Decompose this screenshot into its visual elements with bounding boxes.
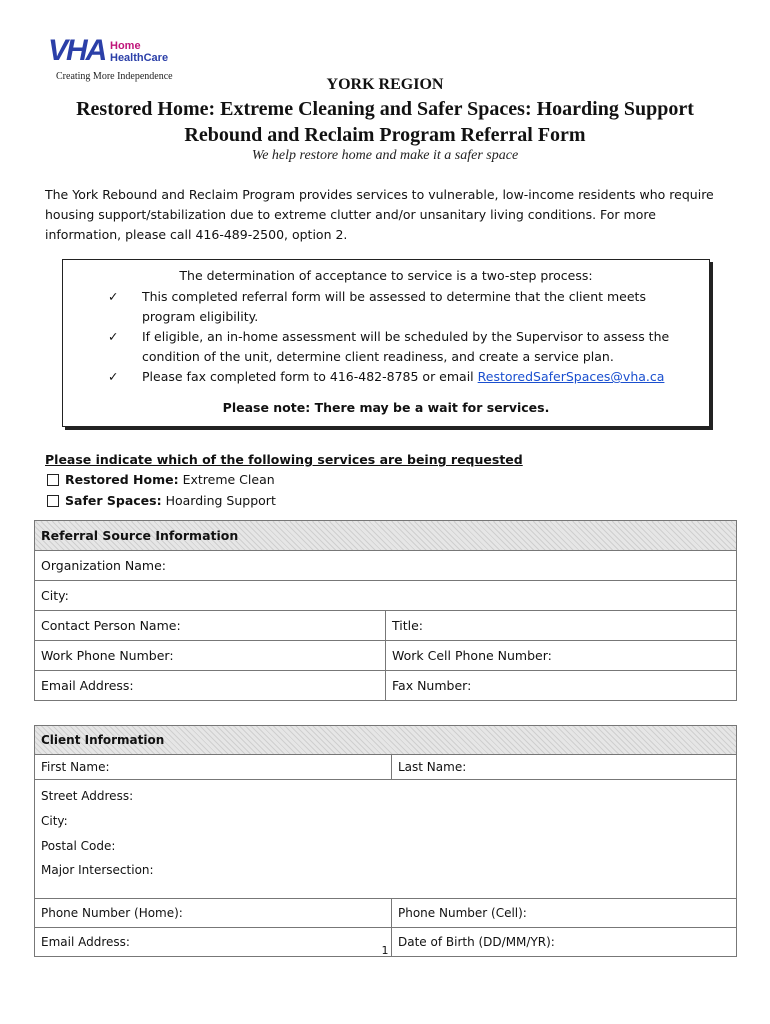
logo-home-text: Home	[110, 40, 141, 52]
notice-heading: The determination of acceptance to service is a two-step process:	[179, 268, 593, 283]
checkbox[interactable]	[47, 495, 59, 507]
check-item	[108, 367, 698, 387]
first-name-field[interactable]: First Name:	[35, 755, 392, 780]
service-desc: Hoarding Support	[161, 493, 276, 508]
postal-code-field[interactable]: Postal Code:	[41, 838, 116, 853]
email-link[interactable]: RestoredSaferSpaces@vha.ca	[477, 369, 665, 384]
service-option-restored-home[interactable]	[47, 472, 275, 487]
phone-cell-field[interactable]: Phone Number (Cell):	[392, 899, 737, 928]
form-title-line1: Restored Home: Extreme Cleaning and Safer Spaces: Hoarding Support	[76, 98, 694, 120]
process-notice-box	[62, 259, 710, 427]
client-section-header: Client Information	[35, 726, 737, 755]
phone-home-field[interactable]: Phone Number (Home):	[35, 899, 392, 928]
referral-section-header: Referral Source Information	[35, 521, 737, 551]
form-tagline: We help restore home and make it a safer space	[251, 148, 519, 163]
service-option-safer-spaces[interactable]	[47, 493, 276, 508]
contact-title-field[interactable]: Title:	[386, 611, 737, 641]
referral-source-table	[34, 520, 737, 701]
checkbox[interactable]	[47, 474, 59, 486]
client-email-field[interactable]: Email Address:	[35, 928, 392, 957]
check-item-text	[108, 367, 698, 387]
major-intersection-field[interactable]: Major Intersection:	[41, 863, 154, 878]
checkmark-icon: ✓	[108, 329, 119, 344]
work-phone-field[interactable]: Work Phone Number:	[35, 641, 386, 671]
client-city-field[interactable]: City:	[41, 813, 68, 828]
referral-email-field[interactable]: Email Address:	[35, 671, 386, 701]
last-name-field[interactable]: Last Name:	[392, 755, 737, 780]
check-item-text: This completed referral form will be assessed to determine that the client meets program eligibility.	[142, 289, 646, 324]
address-block	[35, 780, 737, 899]
work-cell-field[interactable]: Work Cell Phone Number:	[386, 641, 737, 671]
service-name: Restored Home:	[65, 472, 179, 487]
page-number: 1	[381, 944, 389, 957]
fax-instruction: Please fax completed form to 416-482-8785 or email	[142, 369, 478, 384]
contact-person-field[interactable]: Contact Person Name:	[35, 611, 386, 641]
fax-number-field[interactable]: Fax Number:	[386, 671, 737, 701]
logo-tagline: Creating More Independence	[56, 71, 173, 82]
service-name: Safer Spaces:	[65, 493, 162, 508]
street-address-field[interactable]: Street Address:	[41, 789, 134, 803]
checkmark-icon: ✓	[108, 289, 119, 304]
check-item-text: If eligible, an in-home assessment will be scheduled by the Supervisor to assess the condition of the unit, determine client readiness, and create a service plan.	[142, 329, 670, 364]
wait-note: Please note: There may be a wait for services.	[222, 400, 550, 415]
referral-city-field[interactable]: City:	[35, 581, 737, 611]
service-desc: Extreme Clean	[178, 472, 275, 487]
check-item	[108, 327, 698, 367]
vha-logo-mark: VHA	[48, 34, 106, 67]
check-item	[108, 287, 698, 327]
services-heading: Please indicate which of the following services are being requested	[45, 452, 523, 467]
client-info-table	[34, 725, 737, 957]
organization-name-field[interactable]: Organization Name:	[35, 551, 737, 581]
checkmark-icon: ✓	[108, 369, 119, 384]
date-of-birth-field[interactable]: Date of Birth (DD/MM/YR):	[392, 928, 737, 957]
region-heading: YORK REGION	[326, 76, 444, 93]
intro-paragraph: The York Rebound and Reclaim Program provides services to vulnerable, low-income residents who require housing support/stabilization due to extreme clutter and/or unsanitary living conditions. For more information, please call 416-489-2500, option 2.	[45, 187, 714, 242]
form-title-line2: Rebound and Reclaim Program Referral Form	[184, 124, 586, 146]
logo-healthcare-text: HealthCare	[110, 52, 169, 64]
